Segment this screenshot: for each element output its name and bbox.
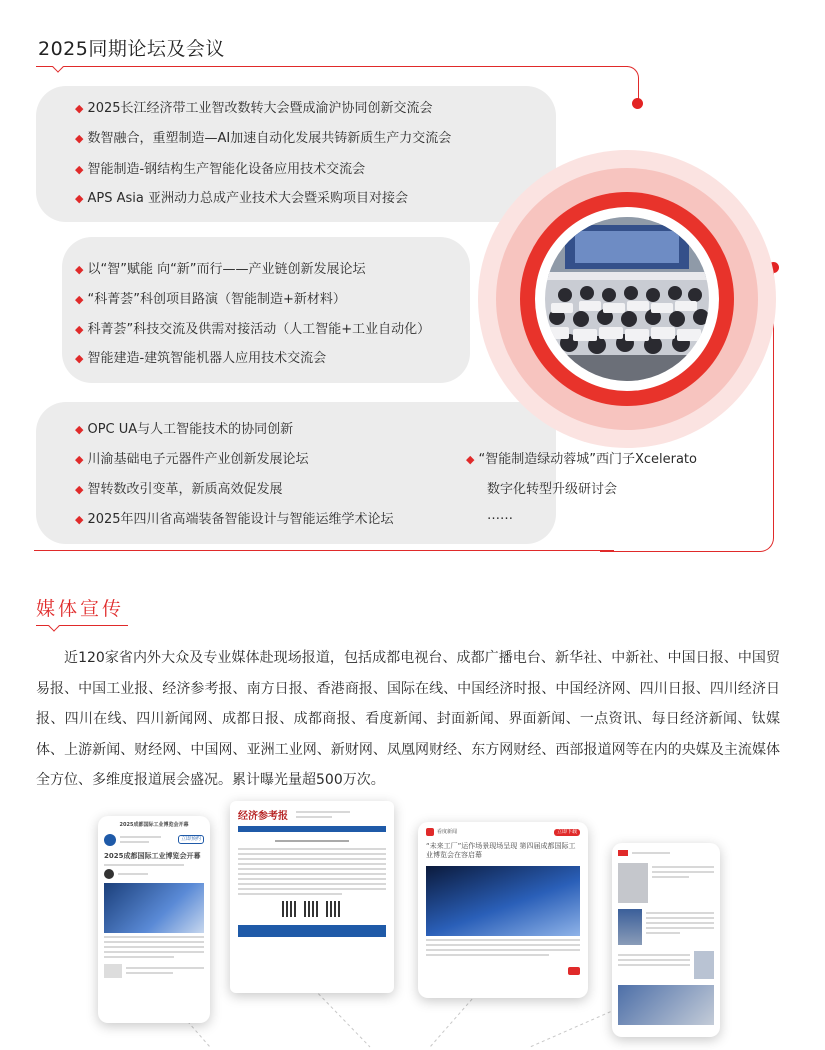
forum-item: ◆ “科菁荟”科创项目路演（智能制造+新材料） [75,292,346,307]
newspaper-masthead: 经济参考报 [238,811,288,822]
diamond-bullet-icon: ◆ [75,352,84,365]
diamond-bullet-icon: ◆ [75,293,84,306]
forum-item: ◆ OPC UA与人工智能技术的协同创新 [75,422,294,437]
diamond-bullet-icon: ◆ [75,102,84,115]
clipping-header: 2025成都国际工业博览会开幕 [119,822,189,828]
clipping-card-3 [418,822,588,998]
forum-item: ◆ 智能制造-钢结构生产智能化设备应用技术交流会 [75,162,366,177]
app-logo-icon [618,850,628,856]
media-paragraph: 近120家省内外大众及专业媒体赴现场报道，包括成都电视台、成都广播电台、新华社、中新社、中国日报、中国贸易报、中国工业报、经济参考报、南方日报、香港商报、国际在线、中国经济时报、中国经济网、四川日报、四川经济日报、四川在线、四川新闻网、成都日报、成都商报、看度新闻、封面新闻、界面新闻、一点资讯、每日经济新闻、钛媒体、上游新闻、财经网、中国网、亚洲工业网、新财网、凤凰网财经、东方网财经、西部报道网等在内的央媒及主流媒体全方位、多维度报道展会盛况。累计曝光量超500万次。 [36,650,780,788]
forum-item: ◆ APS Asia 亚洲动力总成产业技术大会暨采购项目对接会 [75,191,408,206]
diamond-bullet-icon: ◆ [75,483,84,496]
qr-code-icon [304,901,320,917]
clipping-title: “未来工厂”运作场景现场呈现 第四届成都国际工业博览会在容启幕 [426,842,576,859]
clipping-image [426,866,580,936]
forum-item: ◆ 川渝基础电子元器件产业创新发展论坛 [75,452,309,467]
forum-item: ◆ 智转数改引变革，新质高效促发展 [75,482,283,497]
diamond-bullet-icon: ◆ [75,323,84,336]
forum-item: ◆ 2025长江经济带工业智改数转大会暨成渝沪协同创新交流会 [75,101,433,116]
frame-line-bottom [34,550,614,551]
app-logo-icon [426,828,434,836]
forum-section-title: 2025同期论坛及会议 [38,38,225,60]
forum-item: ◆ 智能建造-建筑智能机器人应用技术交流会 [75,351,327,366]
forum-item-siemens: ◆ “智能制造绿动蓉城”西门子Xcelerato [466,452,697,467]
newspaper-nav-bar [238,826,386,832]
clipping-card-4 [612,843,720,1037]
diamond-bullet-icon: ◆ [75,192,84,205]
forum-item: ◆ 2025年四川省高端装备智能设计与智能运维学术论坛 [75,512,394,527]
clipping-card-1 [98,816,210,1023]
frame-line-top [560,66,639,101]
app-logo-icon [568,967,580,975]
forum-photo [545,217,709,381]
frame-dot-top [632,98,643,109]
forum-item-ellipsis: …… [487,508,513,523]
title-divider [36,66,628,67]
clipping-title: 2025成都国际工业博览会开幕 [104,852,201,860]
newspaper-footer [238,925,386,937]
app-brand: 看度新闻 [437,828,458,835]
clipping-button: 立即预约 [178,835,204,844]
avatar [104,834,116,846]
title-notch [52,61,63,72]
diamond-bullet-icon: ◆ [75,132,84,145]
media-section-title: 媒体宣传 [36,598,125,620]
diamond-bullet-icon: ◆ [75,453,84,466]
forum-item: ◆ 科菁荟”科技交流及供需对接活动（人工智能+工业自动化） [75,322,431,337]
diamond-bullet-icon: ◆ [466,453,475,466]
diamond-bullet-icon: ◆ [75,163,84,176]
download-button: 立即下载 [554,829,580,836]
clipping-image [104,883,204,933]
qr-code-icon [282,901,298,917]
qr-code-icon [326,901,342,917]
diamond-bullet-icon: ◆ [75,513,84,526]
diamond-bullet-icon: ◆ [75,263,84,276]
clipping-card-2 [230,801,394,993]
forum-item-siemens-line2: 数字化转型升级研讨会 [487,482,618,497]
diamond-bullet-icon: ◆ [75,423,84,436]
forum-item: ◆ 数智融合，重塑制造—AI加速自动化发展共铸新质生产力交流会 [75,131,452,146]
forum-item: ◆ 以“智”赋能 向“新”而行——产业链创新发展论坛 [75,262,366,277]
media-title-notch [48,620,59,631]
clipping-image [618,985,714,1025]
